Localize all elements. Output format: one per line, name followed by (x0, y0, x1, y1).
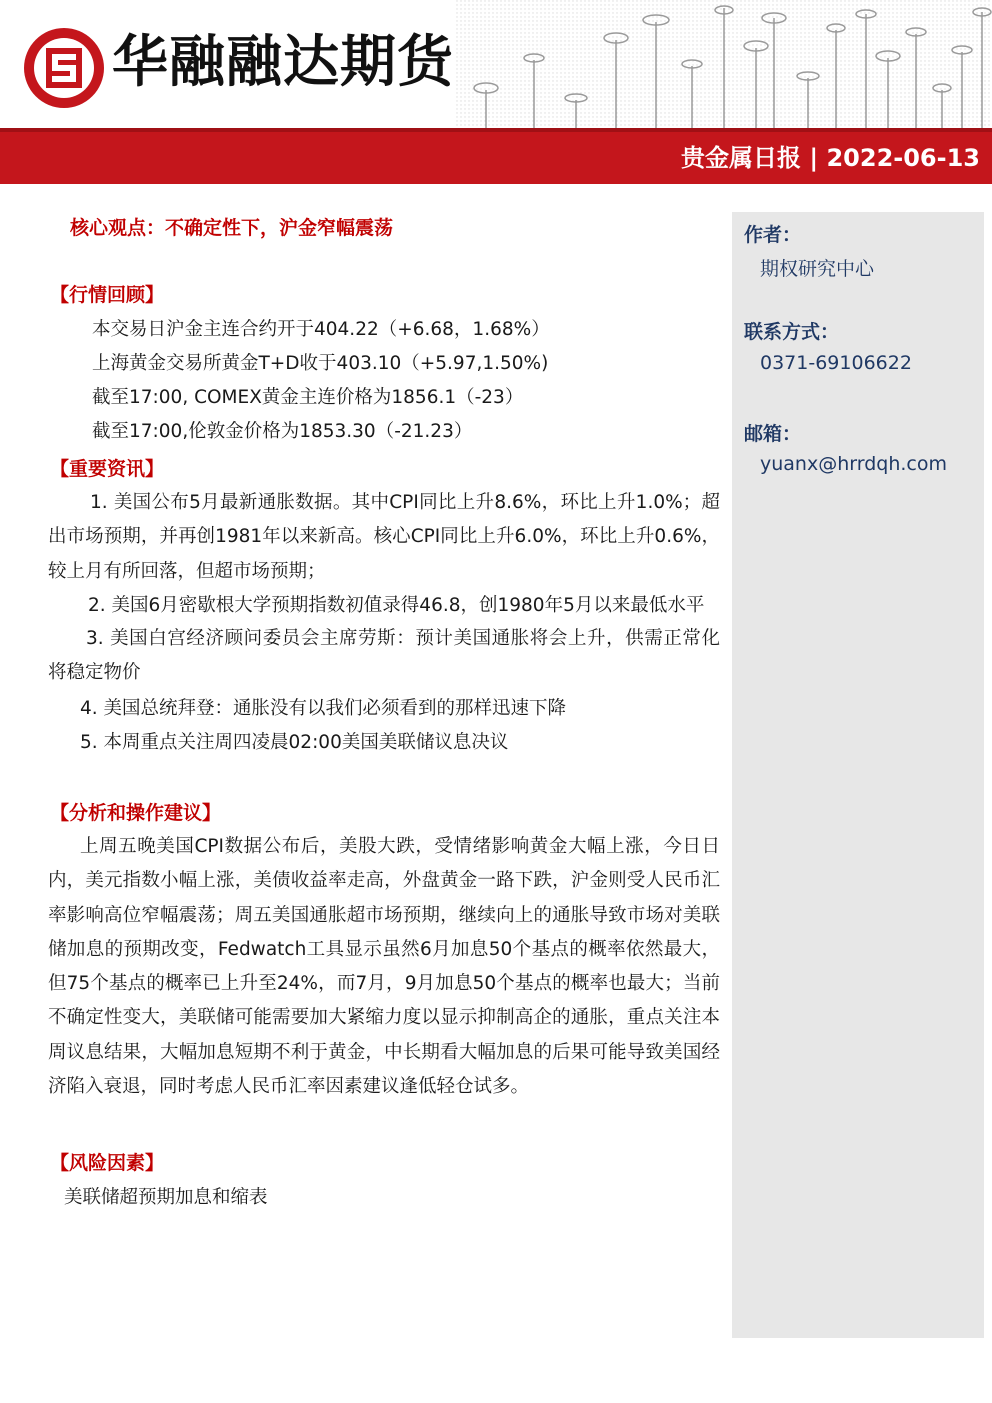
news-item-2: 2. 美国6月密歇根大学预期指数初值录得46.8，创1980年5月以来最低水平 (88, 595, 705, 616)
risk-heading: 【风险因素】 (50, 1152, 165, 1174)
email-value[interactable]: yuanx@hrrdqh.com (760, 453, 947, 475)
contact-value: 0371-69106622 (760, 352, 912, 374)
market-review-item: 上海黄金交易所黄金T+D收于403.10（+5.97,1.50%) (92, 353, 549, 374)
market-review-item: 截至17:00,伦敦金价格为1853.30（-21.23） (92, 421, 473, 442)
risk-text: 美联储超预期加息和缩表 (64, 1187, 268, 1208)
header-decoration-graphic (456, 0, 992, 128)
core-view: 核心观点：不确定性下，沪金窄幅震荡 (70, 217, 394, 239)
author-sidebar (732, 212, 984, 1338)
news-heading: 【重要资讯】 (50, 458, 165, 480)
market-review-item: 截至17:00, COMEX黄金主连价格为1856.1（-23） (92, 387, 524, 408)
news-item-4: 4. 美国总统拜登：通胀没有以我们必须看到的那样迅速下降 (80, 698, 567, 719)
news-item-1: 1. 美国公布5月最新通胀数据。其中CPI同比上升8.6%，环比上升1.0%；超出市场预期，并再创1981年以来新高。核心CPI同比上升6.0%，环比上升0.6%，较上月有所回落，但超市场预期； (48, 492, 720, 582)
market-review-heading: 【行情回顾】 (50, 284, 165, 306)
news-item-3: 3. 美国白宫经济顾问委员会主席劳斯：预计美国通胀将会上升，供需正常化将稳定物价 (48, 628, 720, 684)
page-header (0, 0, 992, 128)
company-name: 华融融达期货 (112, 30, 454, 95)
news-item-5: 5. 本周重点关注周四凌晨02:00美国美联储议息决议 (80, 732, 509, 753)
title-bar-rule (0, 128, 992, 132)
analysis-heading: 【分析和操作建议】 (50, 802, 222, 824)
author-value: 期权研究中心 (760, 258, 875, 280)
analysis-text: 上周五晚美国CPI数据公布后，美股大跌，受情绪影响黄金大幅上涨，今日日内，美元指数小幅上涨，美债收益率走高，外盘黄金一路下跌，沪金则受人民币汇率影响高位窄幅震荡；周五美国通胀超市场预期，继续向上的通胀导致市场对美联储加息的预期改变，Fedwatch工具显示虽然6月加息50个基点的概率依然最大，但75个基点的概率已上升至24%，而7月，9月加息50个基点的概率也最大；当前不确定性变大，美联储可能需要加大紧缩力度以显示抑制高企的通胀，重点关注本周议息结果，大幅加息短期不利于黄金，中长期看大幅加息的后果可能导致美国经济陷入衰退，同时考虑人民币汇率因素建议逢低轻仓试多。 (48, 836, 720, 1098)
email-label: 邮箱： (744, 423, 802, 445)
company-logo-icon (22, 26, 106, 110)
report-title: 贵金属日报 | 2022-06-13 (681, 144, 980, 172)
author-label: 作者： (744, 224, 802, 246)
contact-label: 联系方式： (744, 321, 840, 343)
market-review-item: 本交易日沪金主连合约开于404.22（+6.68，1.68%） (92, 319, 550, 340)
